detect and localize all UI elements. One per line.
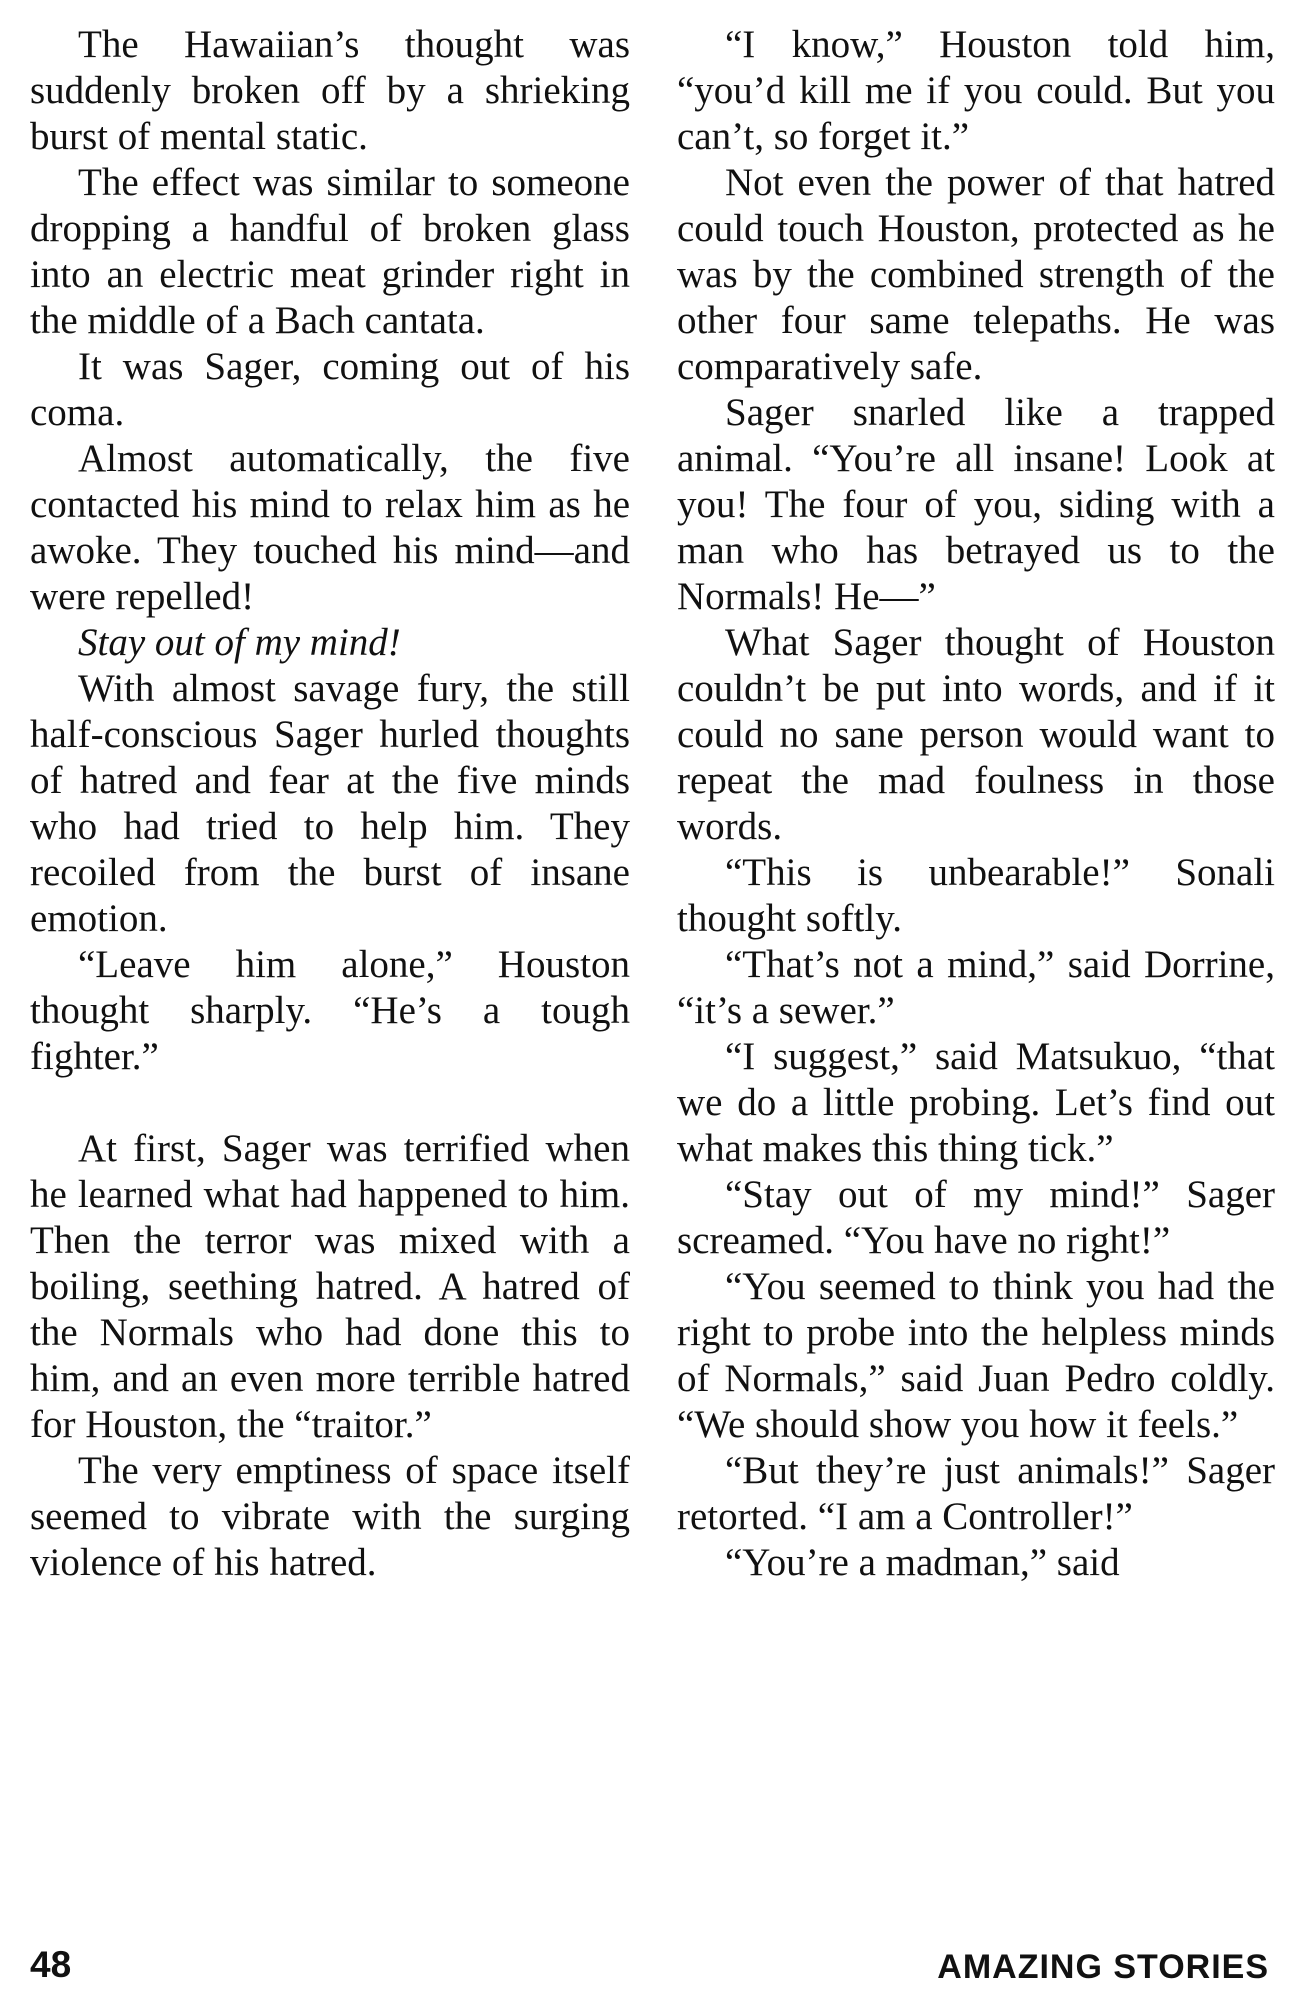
paragraph: “I know,” Houston told him, “you’d kill me if you could. But you can’t, so forget it.” bbox=[677, 23, 1275, 158]
right-text-column bbox=[677, 22, 1275, 1586]
paragraph: “That’s not a mind,” said Dorrine, “it’s a sewer.” bbox=[677, 943, 1275, 1032]
paragraph: Not even the power of that hatred could touch Houston, protected as he was by the combined strength of the other four same telepaths. He was comparatively safe. bbox=[677, 161, 1275, 388]
paragraph: It was Sager, coming out of his coma. bbox=[30, 345, 630, 434]
paragraph: The very emptiness of space itself seemed to vibrate with the surging violence of his hatred. bbox=[30, 1449, 630, 1584]
paragraph: Almost automatically, the five contacted his mind to relax him as he awoke. They touched his mind—and were repelled! bbox=[30, 437, 630, 618]
paragraph: “I suggest,” said Matsukuo, “that we do a little probing. Let’s find out what makes this thing tick.” bbox=[677, 1035, 1275, 1170]
paragraph: The effect was similar to someone dropping a handful of broken glass into an electric meat grinder right in the middle of a Bach cantata. bbox=[30, 161, 630, 342]
paragraph: With almost savage fury, the still half-conscious Sager hurled thoughts of hatred and fear at the five minds who had tried to help him. They recoiled from the burst of insane emotion. bbox=[30, 667, 630, 940]
paragraph: “But they’re just animals!” Sager retorted. “I am a Controller!” bbox=[677, 1449, 1275, 1538]
paragraph: “You’re a madman,” said bbox=[725, 1541, 1120, 1584]
paragraph: “You seemed to think you had the right to probe into the helpless minds of Normals,” said Juan Pedro coldly. “We should show you how it feels.” bbox=[677, 1265, 1275, 1446]
paragraph: “This is unbearable!” Sonali thought softly. bbox=[677, 851, 1275, 940]
magazine-title: AMAZING STORIES bbox=[937, 1948, 1269, 1986]
italic-thought-paragraph: Stay out of my mind! bbox=[78, 621, 401, 664]
left-text-column bbox=[30, 22, 630, 1586]
paragraph: “Leave him alone,” Houston thought sharply. “He’s a tough fighter.” bbox=[30, 943, 630, 1078]
paragraph: Sager snarled like a trapped animal. “You’re all insane! Look at you! The four of you, siding with a man who has betrayed us to the Normals! He—” bbox=[677, 391, 1275, 618]
paragraph: What Sager thought of Houston couldn’t be put into words, and if it could no sane person would want to repeat the mad foulness in those words. bbox=[677, 621, 1275, 848]
page-number: 48 bbox=[30, 1944, 72, 1985]
paragraph: The Hawaiian’s thought was suddenly broken off by a shrieking burst of mental static. bbox=[30, 23, 630, 158]
paragraph: “Stay out of my mind!” Sager screamed. “You have no right!” bbox=[677, 1173, 1275, 1262]
section-break-paragraph: At first, Sager was terrified when he learned what had happened to him. Then the terror was mixed with a boiling, seething hatred. A hatred of the Normals who had done this to him, and an even more terrible hatred for Houston, the “traitor.” bbox=[30, 1127, 630, 1446]
